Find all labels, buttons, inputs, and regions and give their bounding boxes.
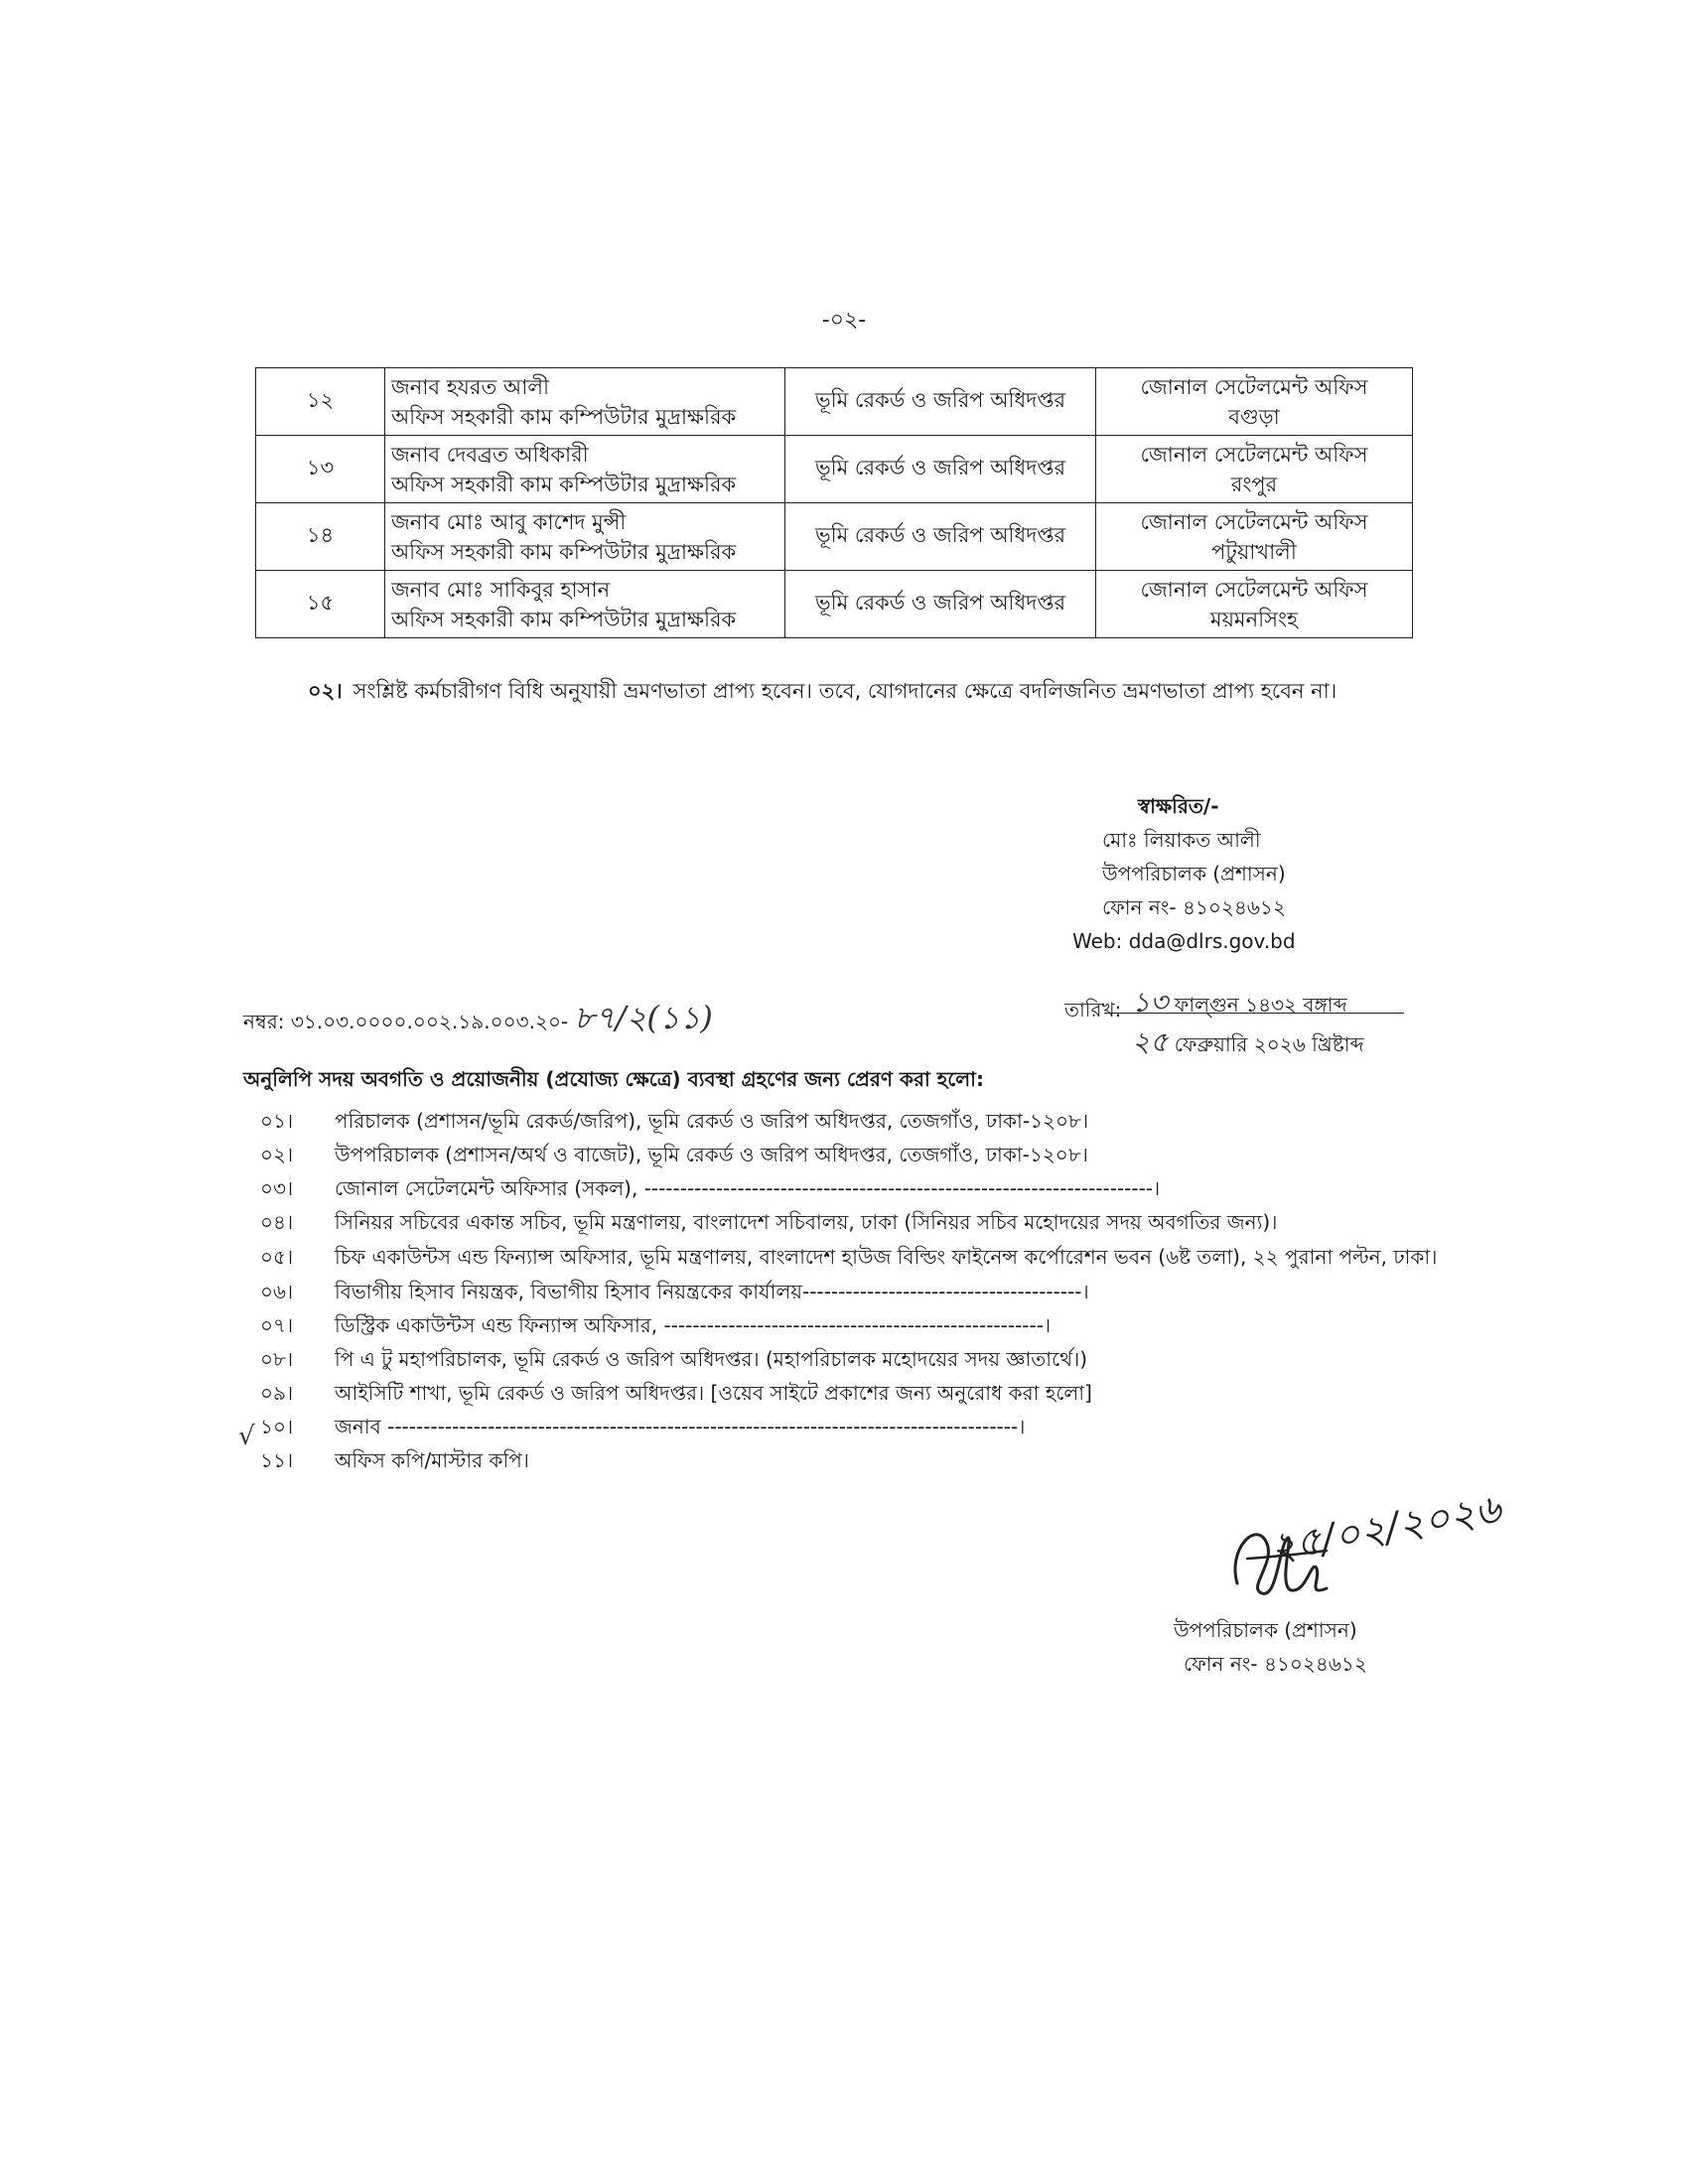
office-cell (1096, 571, 1413, 638)
signatory-block (1072, 789, 1400, 958)
office-name: জোনাল সেটেলমেন্ট অফিস (1140, 374, 1368, 399)
item-number: ০১। (260, 1109, 294, 1133)
item-number: ০৪। (260, 1210, 294, 1234)
item-number: ০৭। (260, 1313, 294, 1337)
item-number: ০৫। (260, 1245, 294, 1269)
employee-designation: অফিস সহকারী কাম কম্পিউটার মুদ্রাক্ষরিক (391, 404, 737, 429)
item-text: জোনাল সেটেলমেন্ট অফিসার (সকল), -----------------------------------------------------------------------। (335, 1176, 1161, 1200)
office-cell (1096, 368, 1413, 436)
employee-name: জনাব মোঃ সাকিবুর হাসান (391, 577, 611, 602)
office-name: জোনাল সেটেলমেন্ট অফিস (1140, 442, 1368, 467)
note-text: সংশ্লিষ্ট কর্মচারীগণ বিধি অনুযায়ী ভ্রমণভাতা প্রাপ্য হবেন। তবে, যোগদানের ক্ষেত্রে বদলিজনিত ভ্রমণভাতা প্রাপ্য হবেন না। (352, 679, 1337, 703)
item-text: জনাব ----------------------------------------------------------------------------------------। (335, 1415, 1026, 1438)
list-item (260, 1308, 1452, 1342)
item-text: চিফ একাউন্টস এন্ড ফিন্যান্স অফিসার, ভূমি মন্ত্রণালয়, বাংলাদেশ হাউজ বিল্ডিং ফাইনেন্স কর্পোরেশন ভবন (৬ষ্ট তলা), ২২ পুরানা পল্টন, ঢাকা। (335, 1245, 1438, 1269)
name-cell (385, 571, 785, 638)
office-location: রংপুর (1230, 472, 1278, 496)
item-text: পরিচালক (প্রশাসন/ভূমি রেকর্ড/জরিপ), ভূমি রেকর্ড ও জরিপ অধিদপ্তর, তেজগাঁও, ঢাকা-১২০৮। (335, 1109, 1089, 1133)
second-signatory (1174, 1613, 1367, 1681)
second-signatory-designation: উপপরিচালক (প্রশাসন) (1174, 1618, 1357, 1642)
list-item (260, 1205, 1452, 1239)
serial-cell: ১৩ (256, 436, 385, 503)
office-cell (1096, 436, 1413, 503)
item-text: বিভাগীয় হিসাব নিয়ন্ত্রক, বিভাগীয় হিসাব নিয়ন্ত্রকের কার্যালয়---------------------------------------। (335, 1280, 1089, 1303)
serial-cell: ১৫ (256, 571, 385, 638)
date-english-text: ফেব্রুয়ারি ২০২৬ খ্রিষ্টাব্দ (1174, 1032, 1364, 1056)
item-number: ১১। (260, 1448, 294, 1472)
travel-allowance-note (308, 675, 1450, 710)
office-name: জোনাল সেটেলমেন্ট অফিস (1140, 509, 1368, 534)
memo-number (243, 993, 713, 1046)
signatory-name: মোঃ লিয়াকত আলী (1102, 828, 1261, 852)
list-item (260, 1138, 1452, 1171)
list-item (260, 1275, 1452, 1308)
note-number: ০২। (308, 679, 343, 703)
list-item (260, 1376, 1452, 1410)
item-number: ০৮। (260, 1347, 294, 1371)
handwritten-tick-mark: √ (238, 1422, 255, 1451)
department-cell: ভূমি রেকর্ড ও জরিপ অধিদপ্তর (785, 368, 1096, 436)
memo-number-handwritten: ৮৭/২(১১) (574, 999, 713, 1036)
item-text: ডিস্ট্রিক একাউন্টস এন্ড ফিন্যান্স অফিসার, -----------------------------------------------------। (335, 1313, 1052, 1337)
table-row (256, 436, 1413, 503)
item-text: আইসিটি শাখা, ভূমি রেকর্ড ও জরিপ অধিদপ্তর। [ওয়েব সাইটে প্রকাশের জন্য অনুরোধ করা হলো] (335, 1381, 1092, 1405)
item-text: উপপরিচালক (প্রশাসন/অর্থ ও বাজেট), ভূমি রেকর্ড ও জরিপ অধিদপ্তর, তেজগাঁও, ঢাকা-১২০৮। (335, 1143, 1088, 1166)
item-number: ০৬। (260, 1280, 294, 1303)
employee-designation: অফিস সহকারী কাম কম্পিউটার মুদ্রাক্ষরিক (391, 607, 737, 631)
serial-cell: ১৪ (256, 503, 385, 571)
department-cell: ভূমি রেকর্ড ও জরিপ অধিদপ্তর (785, 436, 1096, 503)
department-cell: ভূমি রেকর্ড ও জরিপ অধিদপ্তর (785, 503, 1096, 571)
item-number: ১০। (260, 1415, 294, 1438)
item-number: ০৩। (260, 1176, 294, 1200)
signed-label: স্বাক্ষরিত/- (1138, 794, 1219, 818)
item-text: সিনিয়র সচিবের একান্ত সচিব, ভূমি মন্ত্রণালয়, বাংলাদেশ সচিবালয়, ঢাকা (সিনিয়র সচিব মহোদয়ের সদয় অবগতির জন্য)। (335, 1210, 1278, 1234)
list-item (260, 1171, 1452, 1205)
list-item (260, 1104, 1452, 1138)
name-cell (385, 368, 785, 436)
copy-list (260, 1104, 1452, 1477)
date-bangla-day: ১৩ (1132, 986, 1169, 1019)
employee-name: জনাব মোঃ আবু কাশেদ মুন্সী (391, 509, 627, 534)
employee-designation: অফিস সহকারী কাম কম্পিউটার মুদ্রাক্ষরিক (391, 539, 737, 564)
name-cell (385, 503, 785, 571)
employee-name: জনাব হযরত আলী (391, 374, 550, 399)
memo-number-printed: নম্বর: ৩১.০৩.০০০০.০০২.১৯.০০৩.২০- (243, 1010, 569, 1033)
employee-name: জনাব দেবব্রত অধিকারী (391, 442, 589, 467)
table-row (256, 503, 1413, 571)
list-item (260, 1342, 1452, 1376)
item-text: পি এ টু মহাপরিচালক, ভূমি রেকর্ড ও জরিপ অধিদপ্তর। (মহাপরিচালক মহোদয়ের সদয় জ্ঞাতার্থে।) (335, 1347, 1088, 1371)
signatory-designation: উপপরিচালক (প্রশাসন) (1102, 862, 1286, 886)
list-item (260, 1410, 1452, 1443)
list-item (260, 1443, 1452, 1477)
name-cell (385, 436, 785, 503)
list-item (260, 1239, 1452, 1275)
item-text: অফিস কপি/মাস্টার কপি। (335, 1448, 529, 1472)
signature-date: ২৫/০২/২০২৬ (1266, 1485, 1504, 1572)
date-english (1132, 1021, 1364, 1067)
second-signatory-phone: ফোন নং- ৪১০২৪৬১২ (1184, 1652, 1367, 1676)
serial-cell: ১২ (256, 368, 385, 436)
item-number: ০২। (260, 1143, 294, 1166)
office-location: বগুড়া (1228, 404, 1280, 429)
transfer-table (255, 367, 1413, 638)
page-number: -০২- (821, 308, 867, 333)
item-number: ০৯। (260, 1381, 294, 1405)
employee-designation: অফিস সহকারী কাম কম্পিউটার মুদ্রাক্ষরিক (391, 472, 737, 496)
department-cell: ভূমি রেকর্ড ও জরিপ অধিদপ্তর (785, 571, 1096, 638)
table-row (256, 571, 1413, 638)
office-name: জোনাল সেটেলমেন্ট অফিস (1140, 577, 1368, 602)
office-location: পটুয়াখালী (1211, 539, 1297, 564)
office-location: ময়মনসিংহ (1209, 607, 1299, 631)
date-divider (1104, 1013, 1404, 1014)
signatory-web: Web: dda@dlrs.gov.bd (1072, 929, 1296, 953)
date-bangla-text: ফাল্গুন ১৪৩২ বঙ্গাব্দ (1174, 993, 1347, 1017)
copy-heading: অনুলিপি সদয় অবগতি ও প্রয়োজনীয় (প্রযোজ্য ক্ষেত্রে) ব্যবস্থা গ্রহণের জন্য প্রেরণ করা হলো: (243, 1067, 984, 1091)
date-label: তারিখ: (1064, 998, 1122, 1022)
table-row (256, 368, 1413, 436)
signatory-phone: ফোন নং- ৪১০২৪৬১২ (1102, 895, 1286, 919)
office-cell (1096, 503, 1413, 571)
date-english-day: ২৫ (1132, 1025, 1169, 1058)
